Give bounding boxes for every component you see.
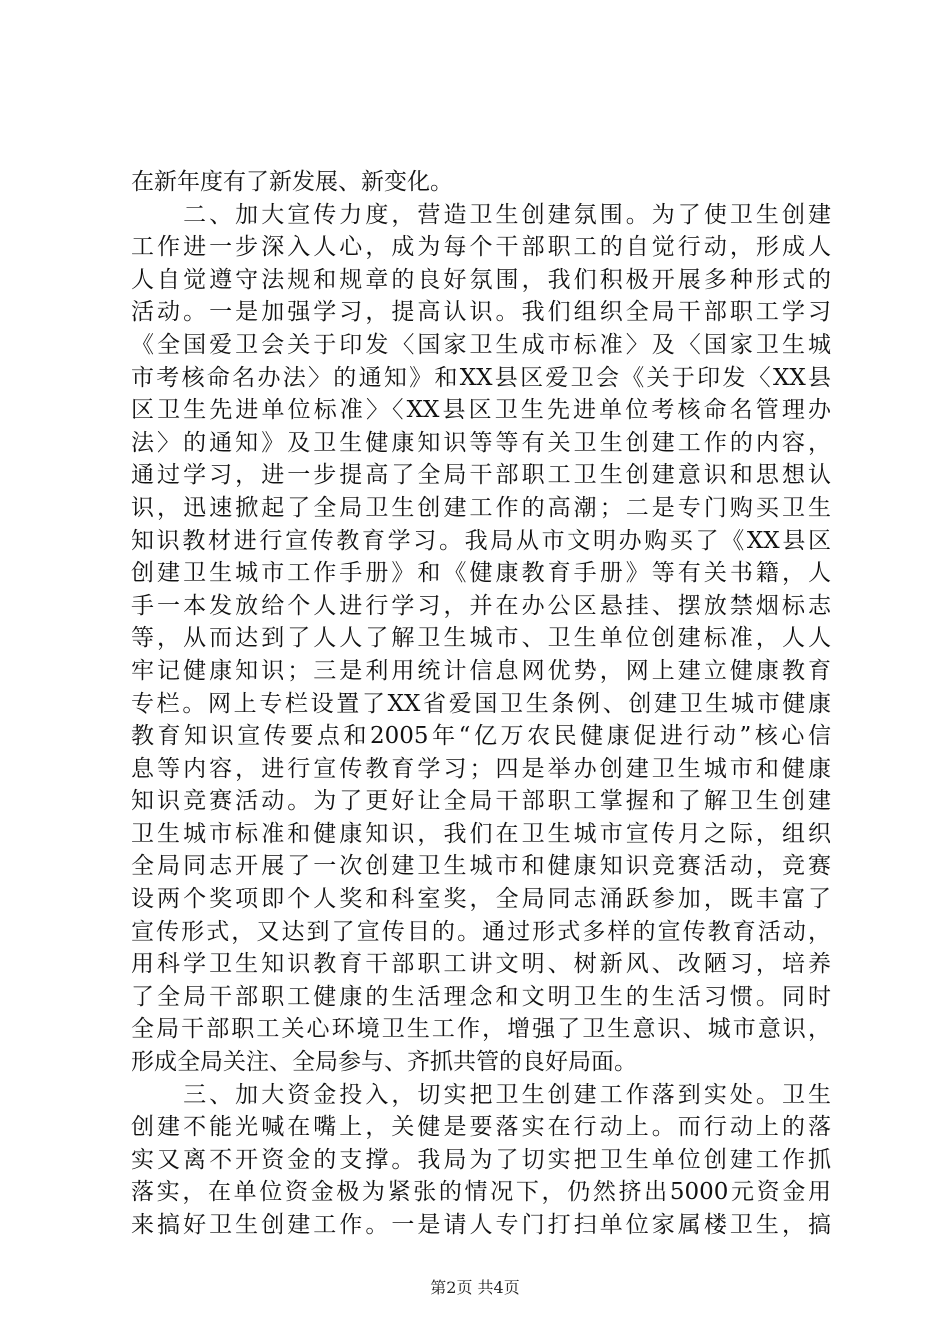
text-line: 二、加大宣传力度，营造卫生创建氛围。为了使卫生创建 [131, 201, 831, 228]
text-line: 设两个奖项即个人奖和科室奖，全局同志涌跃参加，既丰富了 [131, 886, 831, 913]
text-line: 手一本发放给个人进行学习，并在办公区悬挂、摆放禁烟标志 [131, 592, 831, 619]
text-line: 通过学习，进一步提高了全局干部职工卫生创建意识和思想认 [131, 462, 831, 489]
text-line: 工作进一步深入人心，成为每个干部职工的自觉行动，形成人 [131, 234, 831, 261]
text-line: 用科学卫生知识教育干部职工讲文明、树新风、改陋习，培养 [131, 951, 831, 978]
document-body [131, 166, 831, 1242]
text-line: 牢记健康知识；三是利用统计信息网优势，网上建立健康教育 [131, 657, 831, 684]
text-line: 卫生城市标准和健康知识，我们在卫生城市宣传月之际，组织 [131, 820, 831, 847]
text-line: 全局同志开展了一次创建卫生城市和健康知识竞赛活动，竞赛 [131, 853, 831, 880]
text-line: 宣传形式，又达到了宣传目的。通过形式多样的宣传教育活动， [131, 918, 831, 945]
text-line: 活动。一是加强学习，提高认识。我们组织全局干部职工学习 [131, 299, 831, 326]
text-line: 落实，在单位资金极为紧张的情况下，仍然挤出5000元资金用 [131, 1179, 831, 1206]
text-line: 在新年度有了新发展、新变化。 [131, 169, 453, 195]
text-line: 来搞好卫生创建工作。一是请人专门打扫单位家属楼卫生，搞 [131, 1212, 831, 1238]
text-line: 形成全局关注、全局参与、齐抓共管的良好局面。 [131, 1049, 637, 1076]
text-line: 区卫生先进单位标准〉〈XX县区卫生先进单位考核命名管理办 [131, 397, 831, 424]
text-line: 知识竞赛活动。为了更好让全局干部职工掌握和了解卫生创建 [131, 788, 831, 815]
text-line: 创建卫生城市工作手册》和《健康教育手册》等有关书籍，人 [131, 560, 831, 587]
text-line: 教育知识宣传要点和2005年“亿万农民健康促进行动”核心信 [131, 723, 831, 750]
text-line: 全局干部职工关心环境卫生工作，增强了卫生意识、城市意识， [131, 1016, 831, 1043]
text-line: 等，从而达到了人人了解卫生城市、卫生单位创建标准，人人 [131, 625, 831, 652]
text-line: 专栏。网上专栏设置了XX省爱国卫生条例、创建卫生城市健康 [131, 690, 831, 717]
text-line: 创建不能光喊在嘴上，关健是要落实在行动上。而行动上的落 [131, 1114, 831, 1141]
text-line: 三、加大资金投入，切实把卫生创建工作落到实处。卫生 [131, 1081, 831, 1108]
text-line: 《全国爱卫会关于印发〈国家卫生成市标准〉及〈国家卫生城 [131, 331, 831, 358]
text-line: 法〉的通知》及卫生健康知识等等有关卫生创建工作的内容， [131, 429, 831, 456]
text-line: 市考核命名办法〉的通知》和XX县区爱卫会《关于印发〈XX县 [131, 364, 831, 391]
text-line: 人自觉遵守法规和规章的良好氛围，我们积极开展多种形式的 [131, 266, 831, 293]
text-line: 息等内容，进行宣传教育学习；四是举办创建卫生城市和健康 [131, 755, 831, 782]
text-line: 实又离不开资金的支撑。我局为了切实把卫生单位创建工作抓 [131, 1146, 831, 1173]
text-line: 了全局干部职工健康的生活理念和文明卫生的生活习惯。同时 [131, 983, 831, 1010]
page-footer: 第2页 共4页 [430, 1278, 520, 1297]
text-line: 知识教材进行宣传教育学习。我局从市文明办购买了《XX县区 [131, 527, 831, 554]
text-line: 识，迅速掀起了全局卫生创建工作的高潮；二是专门购买卫生 [131, 494, 831, 521]
